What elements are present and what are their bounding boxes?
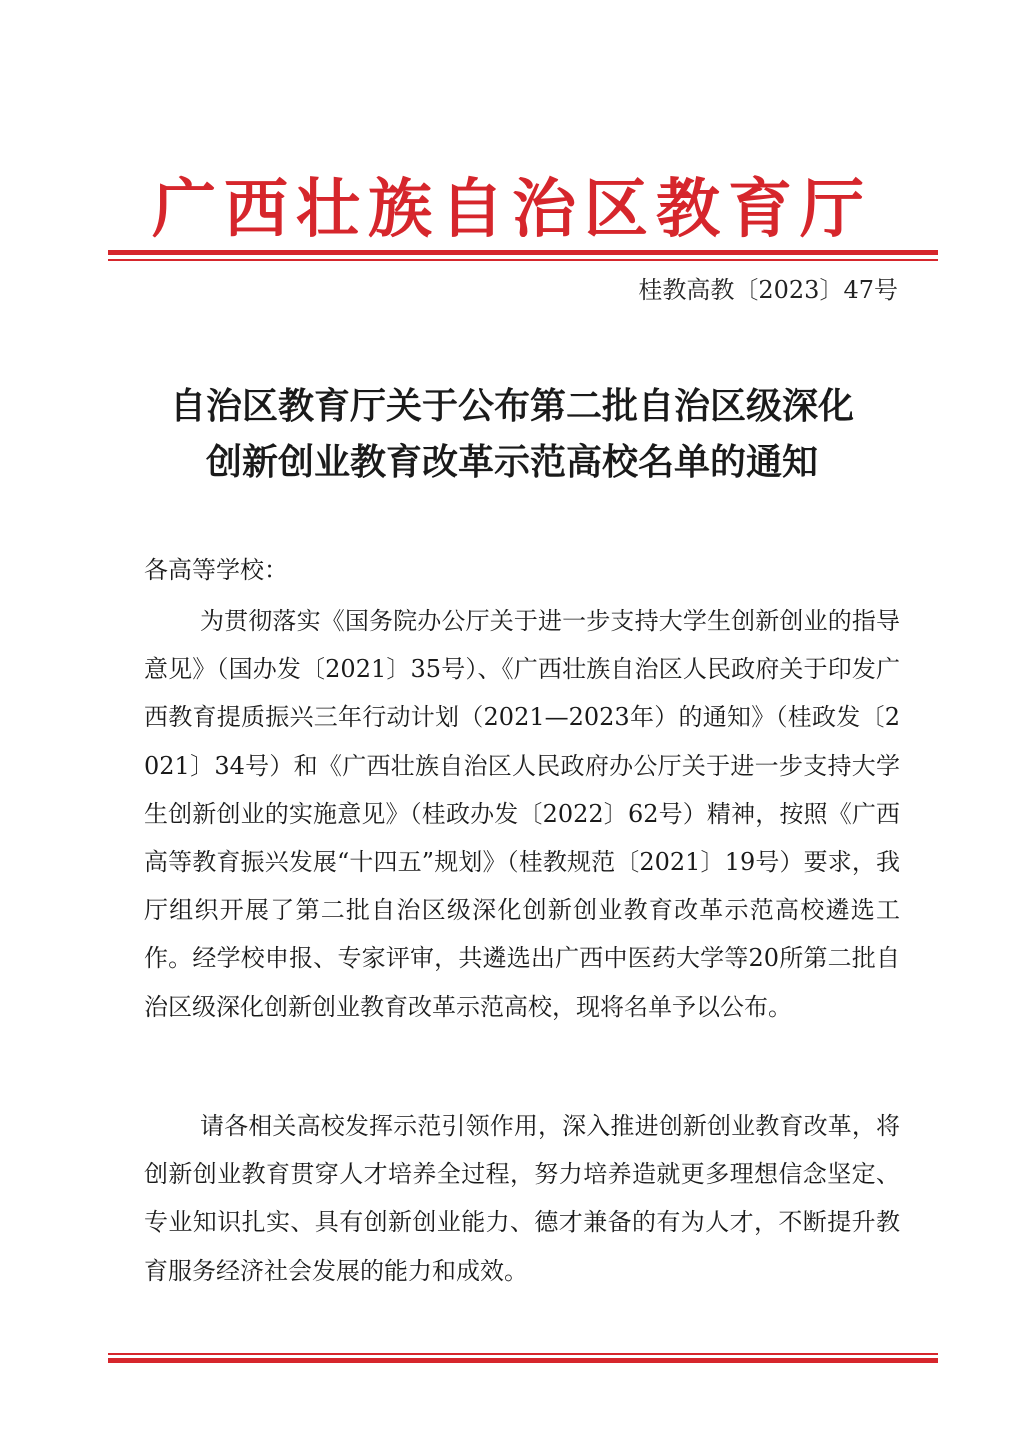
document-number: 桂教高教〔2023〕47号 xyxy=(638,276,898,304)
document-title-line-1: 自治区教育厅关于公布第二批自治区级深化 xyxy=(169,385,854,427)
footer-red-rule-thick xyxy=(108,1358,938,1363)
letterhead-red-rule-thick xyxy=(108,250,938,255)
letterhead-red-rule-thin xyxy=(108,259,938,261)
salutation: 各高等学校： xyxy=(144,556,288,584)
body-paragraph: 为贯彻落实《国务院办公厅关于进一步支持大学生创新创业的指导意见》（国办发〔2021〕35号）、《广西壮族自治区人民政府关于印发广西教育提质振兴三年行动计划（2021—2023年）的通知》（桂政发〔2021〕34号）和《广西壮族自治区人民政府办公厅关于进一步支持大学生创新创业的实施意见》（桂政办发〔2022〕62号）精神，按照《广西高等教育振兴发展“十四五”规划》（桂教规范〔2021〕19号）要求，我厅组织开展了第二批自治区级深化创新创业教育改革示范高校遴选工作。经学校申报、专家评审，共遴选出广西中医药大学等20所第二批自治区级深化创新创业教育改革示范高校，现将名单予以公布。 xyxy=(144,607,900,1021)
letterhead-title: 广西壮族自治区教育厅 xyxy=(152,172,872,247)
document-title xyxy=(100,378,924,490)
footer-red-rule-thin xyxy=(108,1353,938,1355)
body-paragraph: 请各相关高校发挥示范引领作用，深入推进创新创业教育改革，将创新创业教育贯穿人才培养全过程，努力培养造就更多理想信念坚定、专业知识扎实、具有创新创业能力、德才兼备的有为人才，不断提升教育服务经济社会发展的能力和成效。 xyxy=(144,1112,900,1285)
document-title-line-2: 创新创业教育改革示范高校名单的通知 xyxy=(205,441,818,483)
